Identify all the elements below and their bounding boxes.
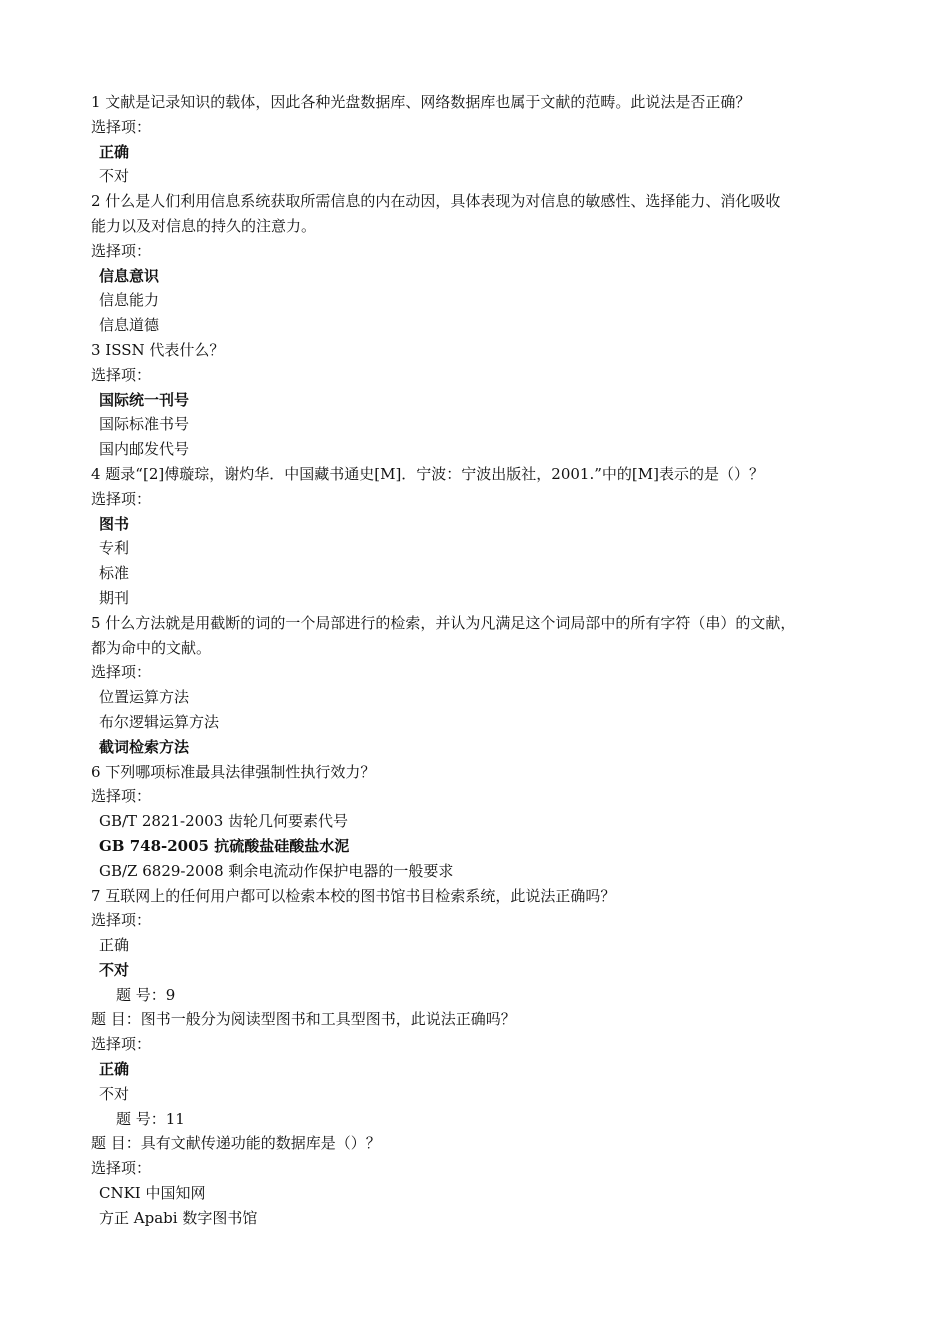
- question-text: 5 什么方法就是用截断的词的一个局部进行的检索，并认为凡满足这个词局部中的所有字符（串）的文献，: [91, 613, 796, 632]
- answer-option: 信息能力: [99, 291, 160, 310]
- select-label: 选择项：: [91, 365, 152, 384]
- select-label: 选择项：: [91, 241, 152, 260]
- question-block: [91, 1107, 871, 1231]
- question-text: 6 下列哪项标准最具法律强制性执行效力？: [91, 762, 376, 781]
- select-label: 选择项：: [91, 663, 152, 682]
- answer-option: 期刊: [99, 588, 130, 607]
- question-number: 题 号：11: [116, 1109, 185, 1128]
- answer-option: 信息道德: [99, 316, 160, 335]
- answer-option: 国际标准书号: [99, 415, 190, 434]
- answer-option-correct: 正确: [99, 1060, 130, 1079]
- question-block: [91, 760, 871, 884]
- select-label: 选择项：: [91, 489, 152, 508]
- answer-option: 不对: [99, 167, 130, 186]
- select-label: 选择项：: [91, 911, 152, 930]
- question-text: 2 什么是人们利用信息系统获取所需信息的内在动因，具体表现为对信息的敏感性、选择能力、消化吸收: [91, 192, 781, 211]
- question-block: [91, 189, 871, 338]
- question-text: 3 ISSN 代表什么？: [91, 340, 225, 359]
- answer-option: GB/T 2821-2003 齿轮几何要素代号: [99, 812, 349, 831]
- answer-option: 正确: [99, 936, 130, 955]
- answer-option: CNKI 中国知网: [99, 1184, 206, 1203]
- answer-option: 方正 Apabi 数字图书馆: [99, 1208, 258, 1227]
- question-block: [91, 90, 871, 189]
- question-text: 题 目：具有文献传递功能的数据库是（）？: [91, 1134, 381, 1153]
- answer-option: 位置运算方法: [99, 688, 190, 707]
- answer-option-correct: 信息意识: [99, 266, 160, 285]
- answer-option: 标准: [99, 564, 130, 583]
- question-block: [91, 611, 871, 760]
- select-label: 选择项：: [91, 117, 152, 136]
- answer-option: 国内邮发代号: [99, 440, 190, 459]
- answer-option: GB/Z 6829-2008 剩余电流动作保护电器的一般要求: [99, 861, 454, 880]
- question-text: 7 互联网上的任何用户都可以检索本校的图书馆书目检索系统，此说法正确吗？: [91, 886, 616, 905]
- answer-option-correct: 国际统一刊号: [99, 390, 190, 409]
- select-label: 选择项：: [91, 787, 152, 806]
- question-block: [91, 884, 871, 983]
- question-block: [91, 462, 871, 611]
- answer-option-correct: GB 748-2005 抗硫酸盐硅酸盐水泥: [99, 836, 350, 855]
- answer-option: 不对: [99, 1084, 130, 1103]
- answer-option: 专利: [99, 539, 130, 558]
- question-text: 1 文献是记录知识的载体，因此各种光盘数据库、网络数据库也属于文献的范畴。此说法是否正确？: [91, 93, 751, 111]
- document-page: [91, 90, 871, 1231]
- answer-option-correct: 图书: [99, 514, 130, 533]
- question-block: [91, 983, 871, 1107]
- answer-option-correct: 正确: [99, 142, 130, 161]
- select-label: 选择项：: [91, 1159, 152, 1178]
- answer-option-correct: 不对: [99, 960, 130, 979]
- answer-option-correct: 截词检索方法: [99, 737, 190, 756]
- select-label: 选择项：: [91, 1035, 152, 1054]
- question-number: 题 号：9: [116, 985, 176, 1004]
- question-text: 4 题录“[2]傅璇琮，谢灼华．中国藏书通史[M]．宁波：宁波出版社，2001.”中的[M]表示的是（）？: [91, 464, 764, 483]
- question-text: 题 目：图书一般分为阅读型图书和工具型图书，此说法正确吗？: [91, 1010, 516, 1029]
- answer-option: 布尔逻辑运算方法: [99, 712, 220, 731]
- question-text: 能力以及对信息的持久的注意力。: [91, 216, 317, 235]
- question-text: 都为命中的文献。: [91, 638, 212, 657]
- question-block: [91, 338, 871, 462]
